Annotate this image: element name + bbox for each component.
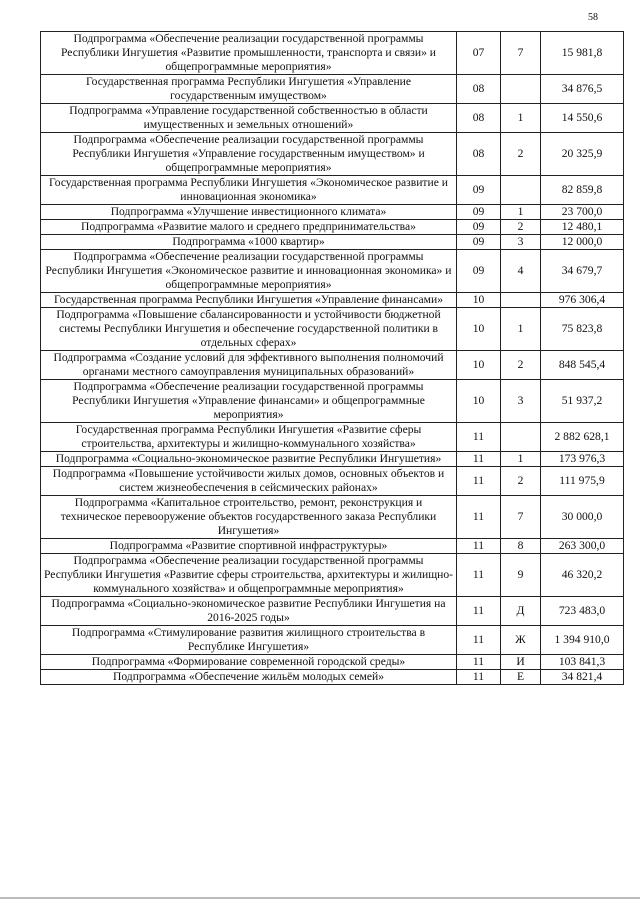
- program-name-cell: Подпрограмма «Обеспечение реализации государственной программы Республики Ингушетия «Управление финансами» и общепрограммные мероприятия»: [41, 380, 457, 423]
- amount-cell: 2 882 628,1: [541, 423, 624, 452]
- table-row: [41, 655, 624, 670]
- subsection-code-cell: 7: [501, 496, 541, 539]
- amount-cell: 111 975,9: [541, 467, 624, 496]
- amount-cell: 34 876,5: [541, 75, 624, 104]
- amount-cell: 1 394 910,0: [541, 626, 624, 655]
- subsection-code-cell: Д: [501, 597, 541, 626]
- amount-cell: 103 841,3: [541, 655, 624, 670]
- amount-cell: 46 320,2: [541, 554, 624, 597]
- amount-cell: 34 821,4: [541, 670, 624, 685]
- subsection-code-cell: 9: [501, 554, 541, 597]
- table-row: [41, 351, 624, 380]
- amount-cell: 976 306,4: [541, 293, 624, 308]
- table-row: [41, 32, 624, 75]
- program-name-cell: Подпрограмма «Обеспечение жильём молодых семей»: [41, 670, 457, 685]
- subsection-code-cell: [501, 293, 541, 308]
- amount-cell: 34 679,7: [541, 250, 624, 293]
- section-code-cell: 07: [457, 32, 501, 75]
- amount-cell: 173 976,3: [541, 452, 624, 467]
- program-name-cell: Государственная программа Республики Ингушетия «Управление финансами»: [41, 293, 457, 308]
- section-code-cell: 11: [457, 597, 501, 626]
- section-code-cell: 11: [457, 626, 501, 655]
- section-code-cell: 11: [457, 423, 501, 452]
- section-code-cell: 10: [457, 308, 501, 351]
- amount-cell: 82 859,8: [541, 176, 624, 205]
- program-name-cell: Государственная программа Республики Ингушетия «Развитие сферы строительства, архитектуры и жилищно-коммунального хозяйства»: [41, 423, 457, 452]
- table-row: [41, 452, 624, 467]
- section-code-cell: 08: [457, 75, 501, 104]
- subsection-code-cell: 1: [501, 308, 541, 351]
- scan-bottom-edge: [0, 897, 640, 899]
- program-name-cell: Подпрограмма «Управление государственной собственностью в области имущественных и земельных отношений»: [41, 104, 457, 133]
- amount-cell: 14 550,6: [541, 104, 624, 133]
- table-row: [41, 176, 624, 205]
- program-name-cell: Подпрограмма «Обеспечение реализации государственной программы Республики Ингушетия «Развитие сферы строительства, архитектуры и жилищно-коммунального хозяйства» и общепрограммные мероприятия»: [41, 554, 457, 597]
- table-row: [41, 133, 624, 176]
- subsection-code-cell: 1: [501, 104, 541, 133]
- program-name-cell: Подпрограмма «Создание условий для эффективного выполнения полномочий органами местного самоуправления муниципальных образований»: [41, 351, 457, 380]
- subsection-code-cell: [501, 423, 541, 452]
- table-row: [41, 220, 624, 235]
- table-row: [41, 554, 624, 597]
- table-row: [41, 75, 624, 104]
- amount-cell: 848 545,4: [541, 351, 624, 380]
- subsection-code-cell: 2: [501, 351, 541, 380]
- amount-cell: 15 981,8: [541, 32, 624, 75]
- program-name-cell: Подпрограмма «Развитие спортивной инфраструктуры»: [41, 539, 457, 554]
- subsection-code-cell: Ж: [501, 626, 541, 655]
- section-code-cell: 10: [457, 351, 501, 380]
- amount-cell: 12 480,1: [541, 220, 624, 235]
- program-name-cell: Подпрограмма «Развитие малого и среднего предпринимательства»: [41, 220, 457, 235]
- table-row: [41, 423, 624, 452]
- table-row: [41, 235, 624, 250]
- budget-table-body: [41, 32, 624, 685]
- program-name-cell: Подпрограмма «Социально-экономическое развитие Республики Ингушетия»: [41, 452, 457, 467]
- program-name-cell: Государственная программа Республики Ингушетия «Управление государственным имуществом»: [41, 75, 457, 104]
- table-row: [41, 670, 624, 685]
- section-code-cell: 09: [457, 220, 501, 235]
- subsection-code-cell: И: [501, 655, 541, 670]
- section-code-cell: 11: [457, 452, 501, 467]
- section-code-cell: 11: [457, 539, 501, 554]
- program-name-cell: Подпрограмма «Повышение устойчивости жилых домов, основных объектов и систем жизнеобеспечения в сейсмических районах»: [41, 467, 457, 496]
- section-code-cell: 09: [457, 205, 501, 220]
- table-row: [41, 293, 624, 308]
- program-name-cell: Подпрограмма «Повышение сбалансированности и устойчивости бюджетной системы Республики Ингушетия и обеспечение государственной политики в отдельных сферах»: [41, 308, 457, 351]
- program-name-cell: Подпрограмма «Обеспечение реализации государственной программы Республики Ингушетия «Управление государственным имуществом» и общепрограммные мероприятия»: [41, 133, 457, 176]
- section-code-cell: 11: [457, 655, 501, 670]
- section-code-cell: 08: [457, 133, 501, 176]
- subsection-code-cell: [501, 75, 541, 104]
- program-name-cell: Государственная программа Республики Ингушетия «Экономическое развитие и инновационная экономика»: [41, 176, 457, 205]
- section-code-cell: 09: [457, 250, 501, 293]
- page-number: 58: [588, 12, 598, 23]
- program-name-cell: Подпрограмма «Стимулирование развития жилищного строительства в Республике Ингушетия»: [41, 626, 457, 655]
- program-name-cell: Подпрограмма «Обеспечение реализации государственной программы Республики Ингушетия «Развитие промышленности, транспорта и связи» и общепрограммные мероприятия»: [41, 32, 457, 75]
- section-code-cell: 10: [457, 380, 501, 423]
- section-code-cell: 11: [457, 496, 501, 539]
- amount-cell: 51 937,2: [541, 380, 624, 423]
- table-row: [41, 496, 624, 539]
- table-row: [41, 250, 624, 293]
- subsection-code-cell: Е: [501, 670, 541, 685]
- section-code-cell: 11: [457, 554, 501, 597]
- subsection-code-cell: [501, 176, 541, 205]
- table-row: [41, 467, 624, 496]
- subsection-code-cell: 1: [501, 205, 541, 220]
- subsection-code-cell: 2: [501, 133, 541, 176]
- program-name-cell: Подпрограмма «1000 квартир»: [41, 235, 457, 250]
- section-code-cell: 11: [457, 670, 501, 685]
- subsection-code-cell: 3: [501, 380, 541, 423]
- table-row: [41, 380, 624, 423]
- program-name-cell: Подпрограмма «Улучшение инвестиционного климата»: [41, 205, 457, 220]
- amount-cell: 12 000,0: [541, 235, 624, 250]
- program-name-cell: Подпрограмма «Капитальное строительство, ремонт, реконструкция и техническое перевооружение объектов государственного заказа Республики Ингушетия»: [41, 496, 457, 539]
- subsection-code-cell: 2: [501, 467, 541, 496]
- section-code-cell: 10: [457, 293, 501, 308]
- program-name-cell: Подпрограмма «Социально-экономическое развитие Республики Ингушетия на 2016-2025 годы»: [41, 597, 457, 626]
- subsection-code-cell: 8: [501, 539, 541, 554]
- subsection-code-cell: 1: [501, 452, 541, 467]
- budget-table: [40, 31, 624, 685]
- subsection-code-cell: 7: [501, 32, 541, 75]
- section-code-cell: 08: [457, 104, 501, 133]
- table-row: [41, 539, 624, 554]
- amount-cell: 723 483,0: [541, 597, 624, 626]
- table-row: [41, 308, 624, 351]
- table-row: [41, 104, 624, 133]
- section-code-cell: 09: [457, 235, 501, 250]
- table-row: [41, 597, 624, 626]
- program-name-cell: Подпрограмма «Обеспечение реализации государственной программы Республики Ингушетия «Экономическое развитие и инновационная экономика» и общепрограммные мероприятия»: [41, 250, 457, 293]
- amount-cell: 30 000,0: [541, 496, 624, 539]
- subsection-code-cell: 3: [501, 235, 541, 250]
- section-code-cell: 09: [457, 176, 501, 205]
- program-name-cell: Подпрограмма «Формирование современной городской среды»: [41, 655, 457, 670]
- amount-cell: 263 300,0: [541, 539, 624, 554]
- subsection-code-cell: 2: [501, 220, 541, 235]
- section-code-cell: 11: [457, 467, 501, 496]
- amount-cell: 23 700,0: [541, 205, 624, 220]
- subsection-code-cell: 4: [501, 250, 541, 293]
- table-row: [41, 626, 624, 655]
- amount-cell: 75 823,8: [541, 308, 624, 351]
- table-row: [41, 205, 624, 220]
- amount-cell: 20 325,9: [541, 133, 624, 176]
